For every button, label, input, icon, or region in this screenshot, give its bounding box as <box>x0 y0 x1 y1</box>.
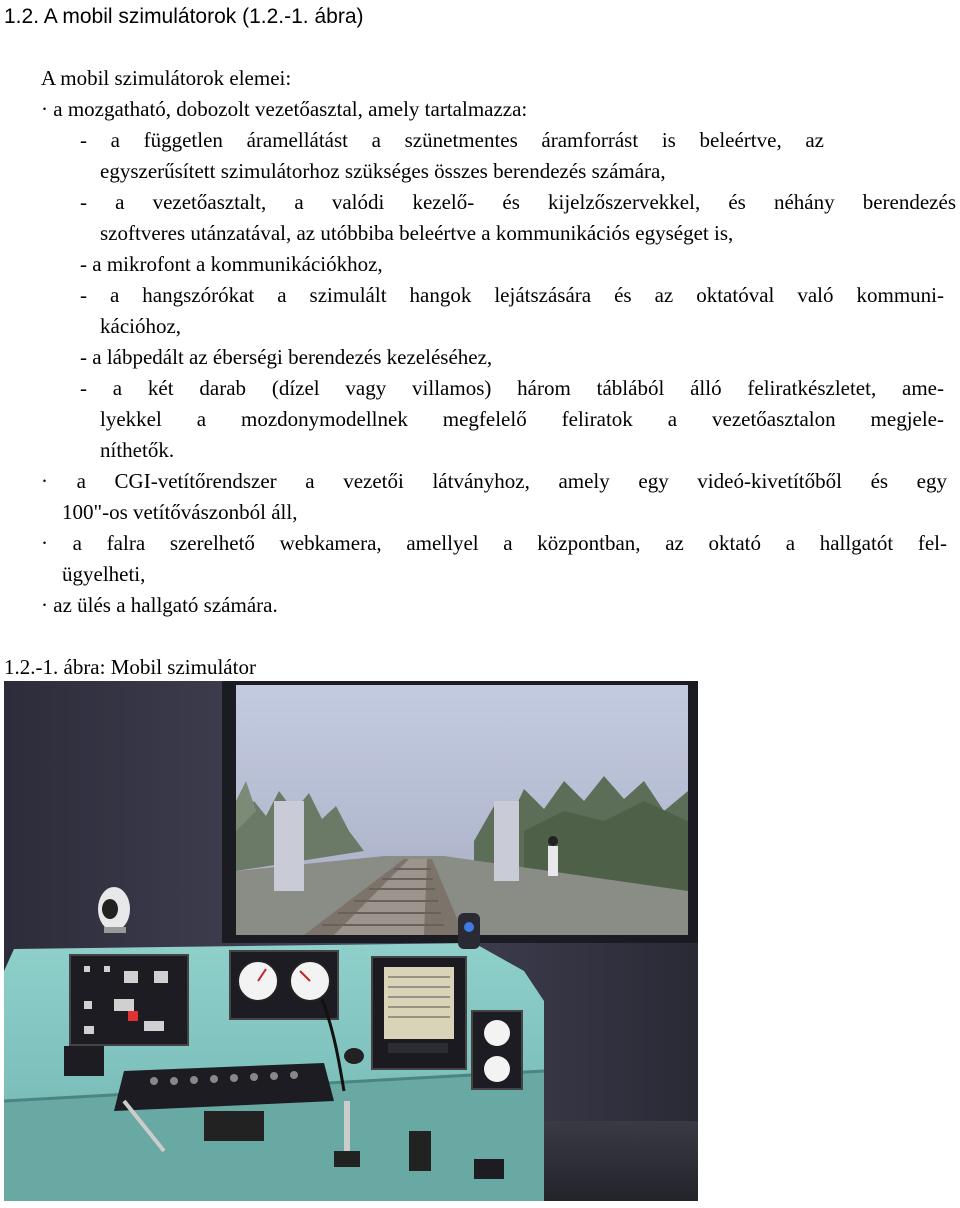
sub-item-continuation: egyszerűsített szimulátorhoz szükséges összes berendezés számára, <box>100 159 666 183</box>
intro-text: A mobil szimulátorok elemei: <box>41 66 292 90</box>
sub-item: - a vezetőasztalt, a valódi kezelő- és kijelzőszervekkel, és néhány berendezés <box>80 190 956 214</box>
bullet-item: · a mozgatható, dobozolt vezetőasztal, amely tartalmazza: <box>41 97 528 121</box>
bullet-item: · a CGI-vetítőrendszer a vezetői látványhoz, amely egy videó-kivetítőből és egy <box>41 469 947 493</box>
figure-caption: 1.2.-1. ábra: Mobil szimulátor <box>4 655 256 679</box>
sub-item: - a mikrofont a kommunikációkhoz, <box>80 252 383 276</box>
bullet-item: · az ülés a hallgató számára. <box>41 593 278 617</box>
sub-item-continuation: níthetők. <box>100 438 175 462</box>
bullet-item-continuation: ügyelheti, <box>62 562 146 586</box>
sub-item-continuation: lyekkel a mozdonymodellnek megfelelő feliratok a vezetőasztalon megjele- <box>100 407 944 431</box>
section-heading: 1.2. A mobil szimulátorok (1.2.-1. ábra) <box>4 5 364 28</box>
sub-item: - a hangszórókat a szimulált hangok lejátszására és az oktatóval való kommuni- <box>80 283 944 307</box>
sub-item: - a két darab (dízel vagy villamos) három táblából álló feliratkészletet, ame- <box>80 376 944 400</box>
sub-item: - a független áramellátást a szünetmentes áramforrást is beleértve, az <box>80 128 824 152</box>
bullet-item: · a falra szerelhető webkamera, amellyel a központban, az oktató a hallgatót fel- <box>41 531 947 555</box>
sub-item-continuation: szoftveres utánzatával, az utóbbiba beleértve a kommunikációs egységet is, <box>100 221 734 245</box>
sub-item-continuation: kációhoz, <box>100 314 182 338</box>
simulator-photo <box>4 681 698 1201</box>
bullet-item-continuation: 100"-os vetítővászonból áll, <box>62 500 298 524</box>
sub-item: - a lábpedált az éberségi berendezés kezeléséhez, <box>80 345 493 369</box>
